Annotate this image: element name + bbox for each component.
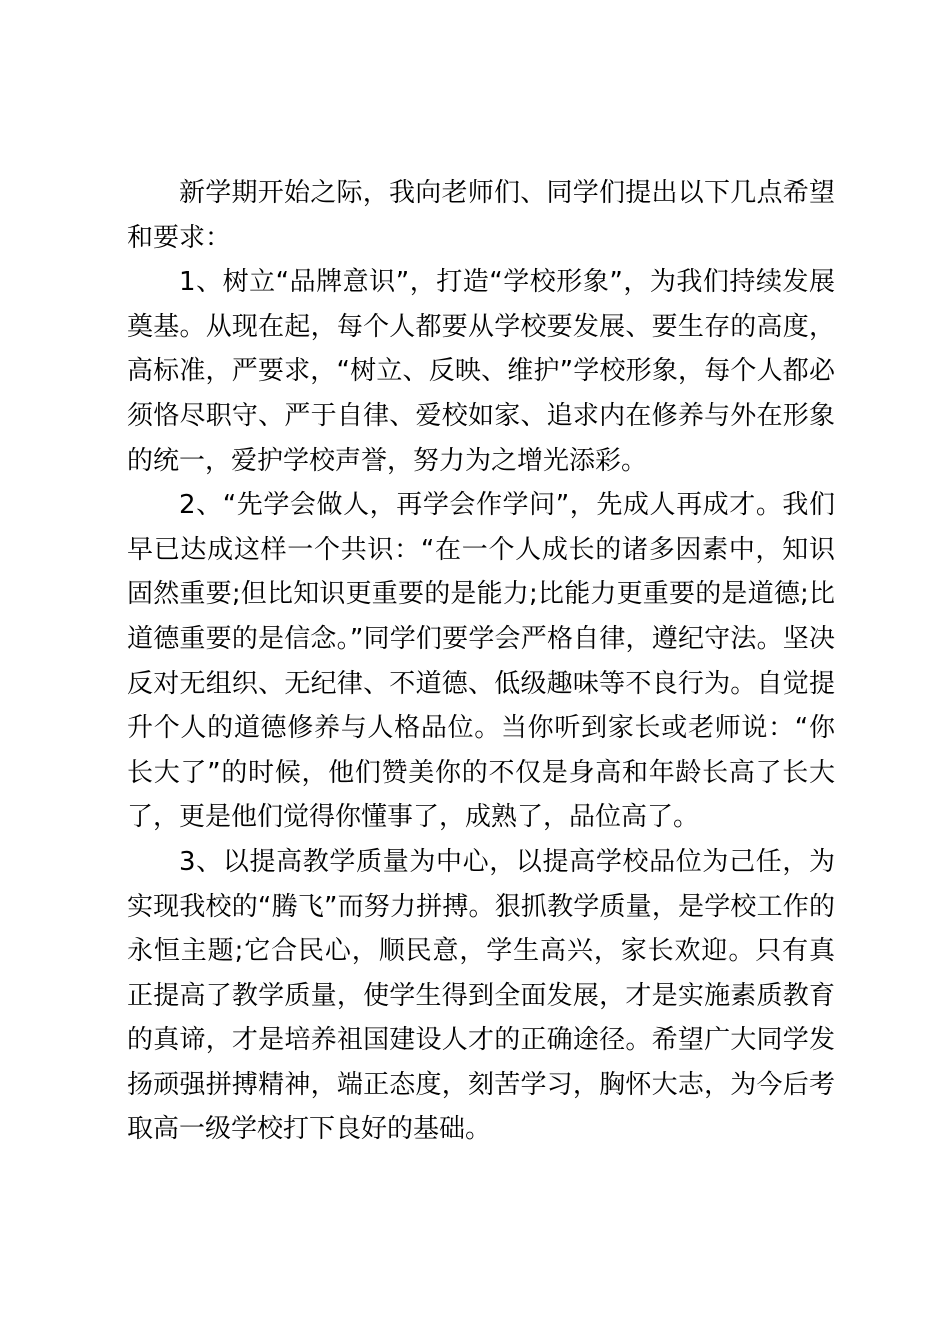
paragraph-point-2: 2、“先学会做人，再学会作学问”，先成人再成才。我们早已达成这样一个共识：“在一个人成长的诸多因素中，知识固然重要;但比知识更重要的是能力;比能力更重要的是道德;比道德重要的是信念。”同学们要学会严格自律，遵纪守法。坚决反对无组织、无纪律、不道德、低级趣味等不良行为。自觉提升个人的道德修养与人格品位。当你听到家长或老师说：“你长大了”的时候，他们赞美你的不仅是身高和年龄长高了长大了，更是他们觉得你懂事了，成熟了，品位高了。 xyxy=(127,490,835,833)
document-body xyxy=(127,171,835,1152)
paragraph-point-1: 1、树立“品牌意识”，打造“学校形象”，为我们持续发展奠基。从现在起，每个人都要从学校要发展、要生存的高度，高标准，严要求，“树立、反映、维护”学校形象，每个人都必须恪尽职守、严于自律、爱校如家、追求内在修养与外在形象的统一，爱护学校声誉，努力为之增光添彩。 xyxy=(127,267,835,476)
paragraph-point-3: 3、以提高教学质量为中心，以提高学校品位为己任，为实现我校的“腾飞”而努力拼搏。狠抓教学质量，是学校工作的永恒主题;它合民心，顺民意，学生高兴，家长欢迎。只有真正提高了教学质量，使学生得到全面发展，才是实施素质教育的真谛，才是培养祖国建设人才的正确途径。希望广大同学发扬顽强拼搏精神，端正态度，刻苦学习，胸怀大志，为今后考取高一级学校打下良好的基础。 xyxy=(127,846,835,1145)
paragraph-intro: 新学期开始之际，我向老师们、同学们提出以下几点希望和要求： xyxy=(127,178,835,253)
